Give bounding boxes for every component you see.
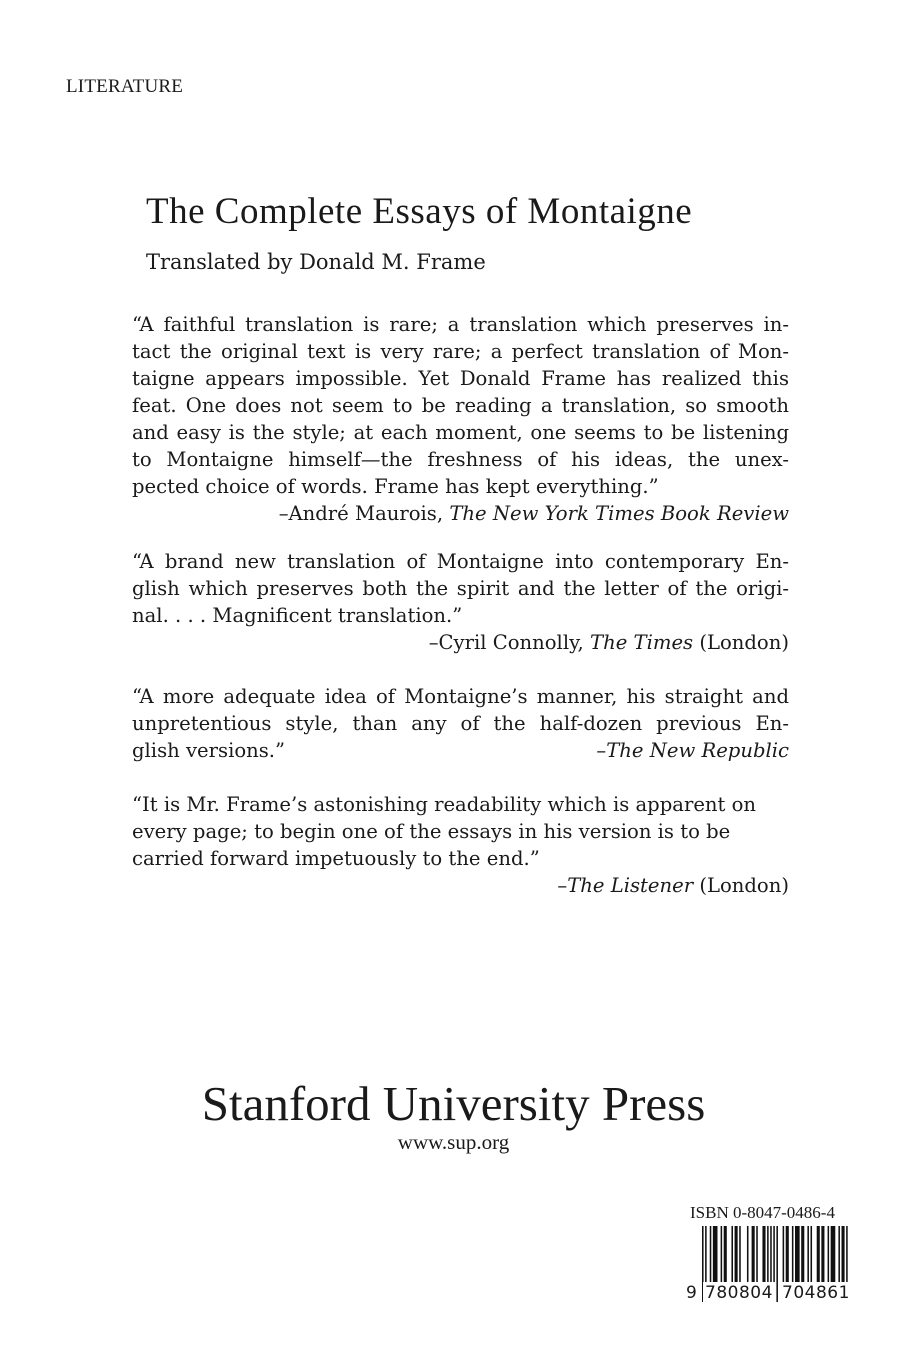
attribution-source: The Times	[590, 631, 694, 654]
barcode-bar	[767, 1226, 769, 1288]
barcode-digits	[686, 1282, 856, 1306]
barcode-bar	[828, 1226, 830, 1288]
barcode-bar	[817, 1226, 820, 1288]
isbn-label: ISBN 0-8047-0486-4	[690, 1203, 835, 1222]
review-quote-maurois	[132, 311, 789, 527]
attribution-author: –	[596, 739, 607, 762]
quote-line: glish which preserves both the spirit and the letter of the origi-	[132, 577, 789, 600]
quote-line: to Montaigne himself—the freshness of his ideas, the unex-	[132, 448, 789, 471]
quote-attribution	[132, 500, 789, 527]
barcode-bar	[762, 1226, 765, 1288]
barcode-bar	[739, 1226, 741, 1288]
barcode-digits-left: 780804	[703, 1282, 775, 1304]
barcode-digit-first: 9	[686, 1283, 697, 1303]
quote-line: “A brand new translation of Montaigne into contemporary En-	[132, 550, 789, 573]
barcode-bar	[731, 1226, 733, 1288]
attribution-author: –Cyril Connolly,	[428, 631, 591, 654]
barcode-bar	[783, 1226, 785, 1288]
barcode-bar	[838, 1226, 840, 1288]
attribution-suffix: (London)	[693, 631, 789, 654]
attribution-source: The Listener	[567, 874, 694, 897]
attribution-author: –	[557, 874, 568, 897]
barcode-bar	[735, 1226, 738, 1288]
quote-line: every page; to begin one of the essays in his version is to be	[132, 820, 731, 843]
barcode-bar	[710, 1226, 712, 1288]
translator-credit: Translated by Donald M. Frame	[146, 250, 486, 274]
quote-line: and easy is the style; at each moment, one seems to be listening	[132, 421, 789, 444]
quote-line: unpretentious style, than any of the half-dozen previous En-	[132, 712, 789, 735]
barcode-bar	[821, 1226, 824, 1288]
quote-attribution	[132, 629, 789, 656]
quote-line: carried forward impetuously to the end.”	[132, 847, 540, 870]
review-quote-connolly	[132, 548, 789, 656]
quote-line: “It is Mr. Frame’s astonishing readability which is apparent on	[132, 793, 757, 816]
barcode-bar	[756, 1226, 758, 1288]
barcode-bar	[752, 1226, 755, 1288]
attribution-source: The New Republic	[606, 739, 789, 762]
quote-last-line	[132, 737, 789, 764]
barcode-bar	[747, 1226, 749, 1288]
quote-line: glish versions.”	[132, 739, 286, 762]
barcode-bar	[811, 1226, 813, 1288]
quote-line: feat. One does not seem to be reading a translation, so smooth	[132, 394, 789, 417]
barcode-bar	[792, 1226, 794, 1288]
barcode-bar	[831, 1226, 836, 1288]
quote-line: “A faithful translation is rare; a translation which preserves in-	[132, 313, 789, 336]
attribution-suffix: (London)	[693, 874, 789, 897]
quote-line: nal. . . . Magnificent translation.”	[132, 604, 463, 627]
barcode-bar	[795, 1226, 800, 1288]
quote-attribution	[596, 737, 789, 764]
attribution-author: –André Maurois,	[278, 502, 450, 525]
publisher-name: Stanford University Press	[201, 1076, 706, 1131]
barcode-bar	[801, 1226, 804, 1288]
barcode-bar	[721, 1226, 723, 1288]
quote-line: “A more adequate idea of Montaigne’s manner, his straight and	[132, 685, 789, 708]
barcode-bar	[713, 1226, 718, 1288]
attribution-source: The New York Times Book Review	[449, 502, 789, 525]
quote-attribution	[132, 872, 789, 899]
quote-line: taigne appears impossible. Yet Donald Frame has realized this	[132, 367, 789, 390]
quote-line: pected choice of words. Frame has kept everything.”	[132, 475, 659, 498]
barcode-bar	[724, 1226, 727, 1288]
barcode-bar	[842, 1226, 845, 1288]
quote-line: tact the original text is very rare; a perfect translation of Mon-	[132, 340, 789, 363]
publisher-website: www.sup.org	[397, 1130, 510, 1154]
barcode-digits-right: 704861	[780, 1282, 852, 1304]
review-quote-new-republic	[132, 683, 789, 764]
barcode-bar	[786, 1226, 789, 1288]
review-quote-listener	[132, 791, 789, 899]
category-label: LITERATURE	[66, 76, 184, 97]
barcode-bar	[807, 1226, 809, 1288]
book-title: The Complete Essays of Montaigne	[146, 191, 693, 232]
